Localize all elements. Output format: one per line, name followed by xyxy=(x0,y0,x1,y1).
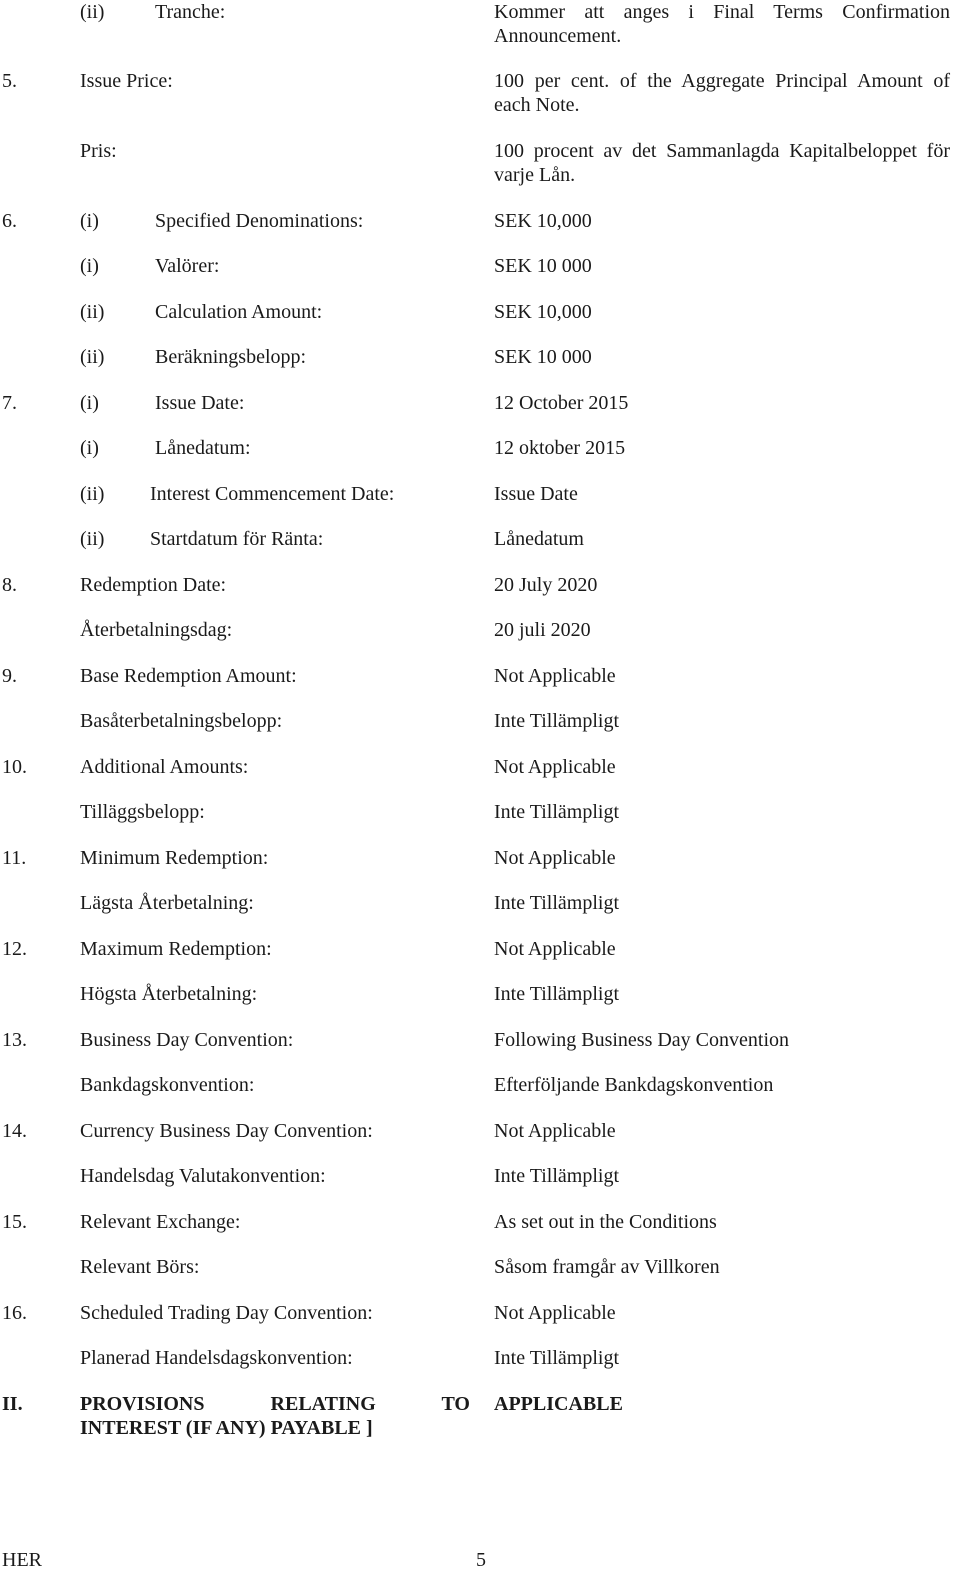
row-number: 15. xyxy=(2,1211,27,1233)
row-number: 10. xyxy=(2,756,27,778)
row-value: 12 October 2015 xyxy=(494,392,629,414)
row-value: Kommer att anges i Final Terms Confirmation xyxy=(494,1,950,23)
row-number: 6. xyxy=(2,210,17,232)
row-value: Inte Tillämpligt xyxy=(494,710,620,732)
row-label: Startdatum för Ränta: xyxy=(150,528,324,550)
row-value: Not Applicable xyxy=(494,1120,616,1142)
row-value: 100 per cent. of the Aggregate Principal Amount of xyxy=(494,70,950,92)
row-sub: (i) xyxy=(80,437,99,459)
row-label: Business Day Convention: xyxy=(80,1029,294,1051)
row-label: Maximum Redemption: xyxy=(80,938,272,960)
section-value: APPLICABLE xyxy=(494,1393,623,1415)
row-label: Lägsta Återbetalning: xyxy=(80,892,254,914)
row-value: Lånedatum xyxy=(494,528,584,550)
row-number: 13. xyxy=(2,1029,27,1051)
row-value: Såsom framgår av Villkoren xyxy=(494,1256,720,1278)
row-value: SEK 10,000 xyxy=(494,301,592,323)
row-value: SEK 10 000 xyxy=(494,346,592,368)
row-value: 20 July 2020 xyxy=(494,574,598,596)
row-value: Not Applicable xyxy=(494,847,616,869)
row-label: Pris: xyxy=(80,140,117,162)
row-label: Handelsdag Valutakonvention: xyxy=(80,1165,326,1187)
row-value: Inte Tillämpligt xyxy=(494,1347,620,1369)
row-number: 12. xyxy=(2,938,27,960)
row-label: Currency Business Day Convention: xyxy=(80,1120,373,1142)
row-number: 7. xyxy=(2,392,17,414)
row-number: 8. xyxy=(2,574,17,596)
row-value: 100 procent av det Sammanlagda Kapitalbeloppet för xyxy=(494,140,950,162)
row-label: Högsta Återbetalning: xyxy=(80,983,258,1005)
row-value-continued: Announcement. xyxy=(494,25,622,47)
row-sub: (ii) xyxy=(80,301,105,323)
row-label: Planerad Handelsdagskonvention: xyxy=(80,1347,353,1369)
row-label: Relevant Exchange: xyxy=(80,1211,241,1233)
row-sub: (ii) xyxy=(80,528,105,550)
row-value: Not Applicable xyxy=(494,938,616,960)
section-number: II. xyxy=(2,1393,23,1415)
row-sub: (i) xyxy=(80,392,99,414)
row-value: Issue Date xyxy=(494,483,578,505)
row-sub: (ii) xyxy=(80,483,105,505)
row-label: Calculation Amount: xyxy=(155,301,323,323)
row-number: 16. xyxy=(2,1302,27,1324)
row-label: Base Redemption Amount: xyxy=(80,665,297,687)
row-sub: (ii) xyxy=(80,346,105,368)
row-label: Beräkningsbelopp: xyxy=(155,346,307,368)
row-value: Inte Tillämpligt xyxy=(494,801,620,823)
row-sub: (i) xyxy=(80,255,99,277)
row-value: Inte Tillämpligt xyxy=(494,983,620,1005)
row-value: SEK 10,000 xyxy=(494,210,592,232)
row-label: Scheduled Trading Day Convention: xyxy=(80,1302,373,1324)
row-label: Additional Amounts: xyxy=(80,756,249,778)
row-label: Tranche: xyxy=(155,1,226,23)
row-label: Redemption Date: xyxy=(80,574,227,596)
row-label: Bankdagskonvention: xyxy=(80,1074,255,1096)
row-value: Following Business Day Convention xyxy=(494,1029,790,1051)
row-value: Not Applicable xyxy=(494,665,616,687)
row-sub: (i) xyxy=(80,210,99,232)
row-label: Minimum Redemption: xyxy=(80,847,269,869)
row-value: As set out in the Conditions xyxy=(494,1211,717,1233)
row-value: Inte Tillämpligt xyxy=(494,892,620,914)
row-value: Inte Tillämpligt xyxy=(494,1165,620,1187)
row-number: 5. xyxy=(2,70,17,92)
row-number: 11. xyxy=(2,847,27,869)
row-label: Interest Commencement Date: xyxy=(150,483,395,505)
row-value-continued: varje Lån. xyxy=(494,164,576,186)
row-number: 14. xyxy=(2,1120,27,1142)
row-label: Lånedatum: xyxy=(155,437,251,459)
page-number: 5 xyxy=(476,1549,486,1571)
row-sub: (ii) xyxy=(80,1,105,23)
section-heading-continued: INTEREST (IF ANY) PAYABLE ] xyxy=(80,1417,373,1439)
row-label: Återbetalningsdag: xyxy=(80,619,233,641)
row-label: Issue Price: xyxy=(80,70,173,92)
row-label: Tilläggsbelopp: xyxy=(80,801,205,823)
row-value: Not Applicable xyxy=(494,1302,616,1324)
row-number: 9. xyxy=(2,665,17,687)
row-value: 12 oktober 2015 xyxy=(494,437,626,459)
row-value: 20 juli 2020 xyxy=(494,619,591,641)
row-value: Not Applicable xyxy=(494,756,616,778)
row-label: Valörer: xyxy=(155,255,220,277)
footer-label: HER xyxy=(2,1549,42,1571)
row-label: Relevant Börs: xyxy=(80,1256,200,1278)
row-value: Efterföljande Bankdagskonvention xyxy=(494,1074,774,1096)
row-label: Specified Denominations: xyxy=(155,210,364,232)
row-label: Issue Date: xyxy=(155,392,245,414)
section-heading: PROVISIONS RELATING TO xyxy=(80,1393,470,1415)
row-value: SEK 10 000 xyxy=(494,255,592,277)
row-value-continued: each Note. xyxy=(494,94,580,116)
row-label: Basåterbetalningsbelopp: xyxy=(80,710,283,732)
